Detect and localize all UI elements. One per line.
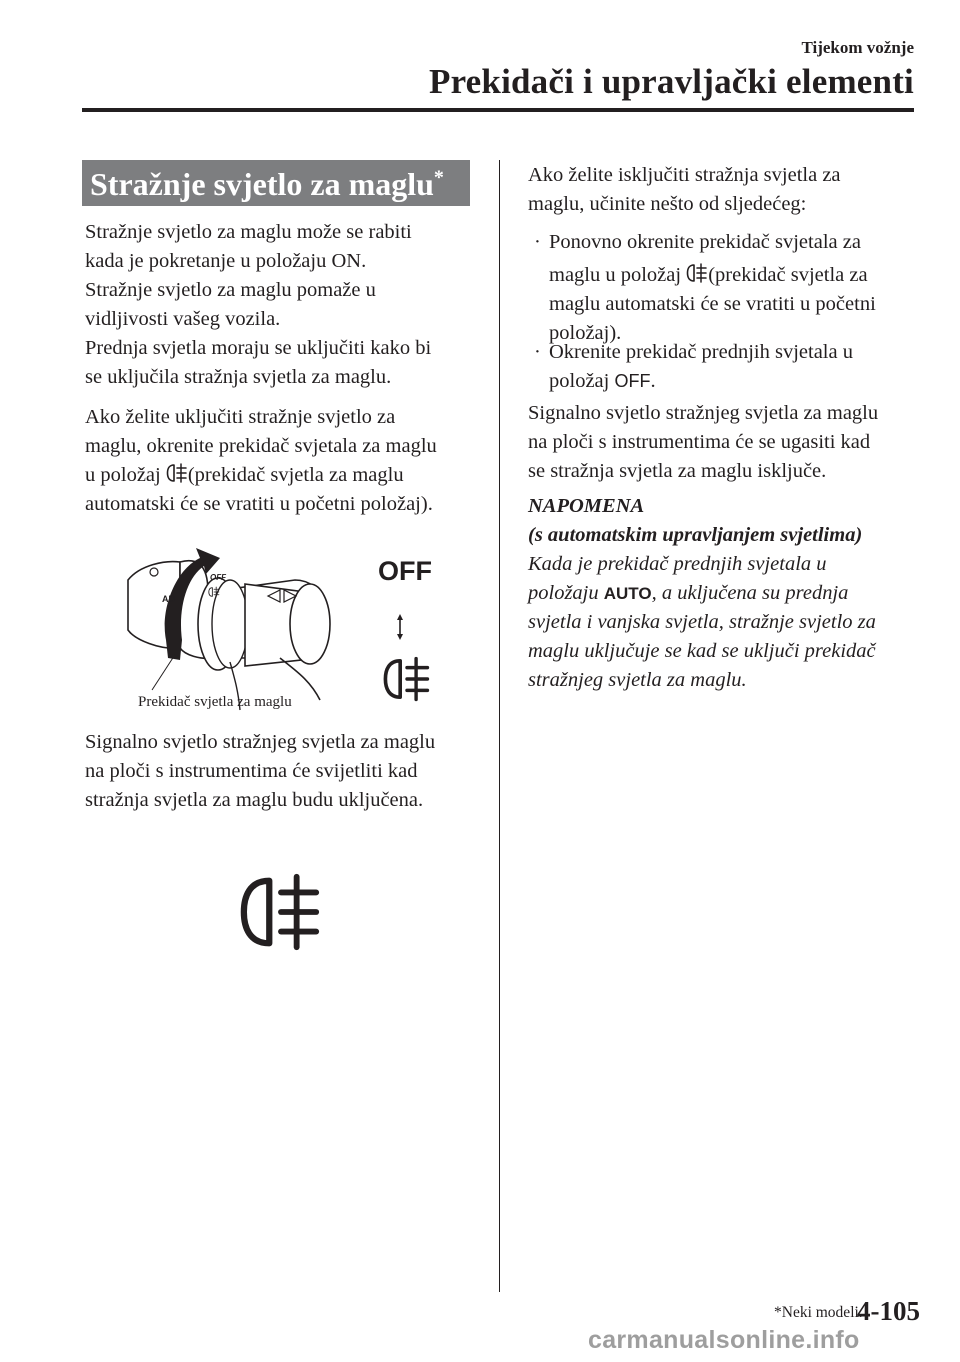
page-title: Prekidači i upravljački elementi <box>428 62 914 101</box>
note-heading: NAPOMENA <box>528 495 645 517</box>
watermark: carmanualsonline.info <box>588 1326 860 1354</box>
off-position-label: OFF <box>378 556 432 586</box>
column-divider <box>499 160 500 1292</box>
auto-symbol: AUTO <box>603 584 652 603</box>
bullet-dot: · <box>534 231 541 253</box>
turn-on-paragraph: Ako želite uključiti stražnje svjetlo za maglu, okrenite prekidač svjetala za maglu u položaj (prekidač svjetla za maglu automatski će se vratiti u početni položaj). <box>85 406 437 515</box>
footnote: *Neki modeli. <box>774 1304 863 1321</box>
asterisk-marker: * <box>433 166 444 189</box>
note-block: NAPOMENA (s automatskim upravljanjem svjetlima) Kada je prekidač prednjih svjetala u položaju AUTO, a uključena su prednja svjetla i vanjska svjetla, stražnje svjetlo za maglu uključuje se kad se uključi prekidač stražnjeg svjetla za maglu. <box>528 492 923 695</box>
rear-fog-light-icon <box>382 656 432 702</box>
section-heading-box <box>82 160 470 206</box>
page-number: 4-105 <box>857 1296 920 1326</box>
bullet-dot: · <box>534 341 541 363</box>
auto-mark: AU <box>162 594 175 604</box>
chapter-label: Tijekom vožnje <box>801 38 914 57</box>
off-mark: OFF <box>210 573 226 582</box>
indicator-off-paragraph: Signalno svjetlo stražnjeg svjetla za maglu na ploči s instrumentima će se ugasiti kad se stražnja svjetla za maglu isključe. <box>528 402 879 482</box>
rear-fog-indicator-icon <box>238 872 324 952</box>
section-title: Stražnje svjetlo za maglu* <box>90 166 444 202</box>
rear-fog-light-icon <box>686 263 708 283</box>
figure-caption: Prekidač svjetla za maglu <box>138 694 292 710</box>
header-rule <box>82 108 914 112</box>
rear-fog-light-icon <box>166 463 188 483</box>
intro-paragraph: Stražnje svjetlo za maglu može se rabiti kada je pokretanje u položaju ON. Stražnje svjetlo za maglu pomaže u vidljivosti vašeg vozila. Prednja svjetla moraju se uključiti kako bi se uključila stražnja svjetla za maglu. <box>85 221 432 388</box>
indicator-on-paragraph: Signalno svjetlo stražnjeg svjetla za maglu na ploči s instrumentima će svijetliti kad stražnja svjetla za maglu budu uključena. <box>85 731 436 811</box>
turn-off-paragraph: Ako želite isključiti stražnja svjetla za maglu, učinite nešto od sljedećeg: <box>528 164 841 215</box>
note-subheading: (s automatskim upravljanjem svjetlima) <box>528 524 863 546</box>
